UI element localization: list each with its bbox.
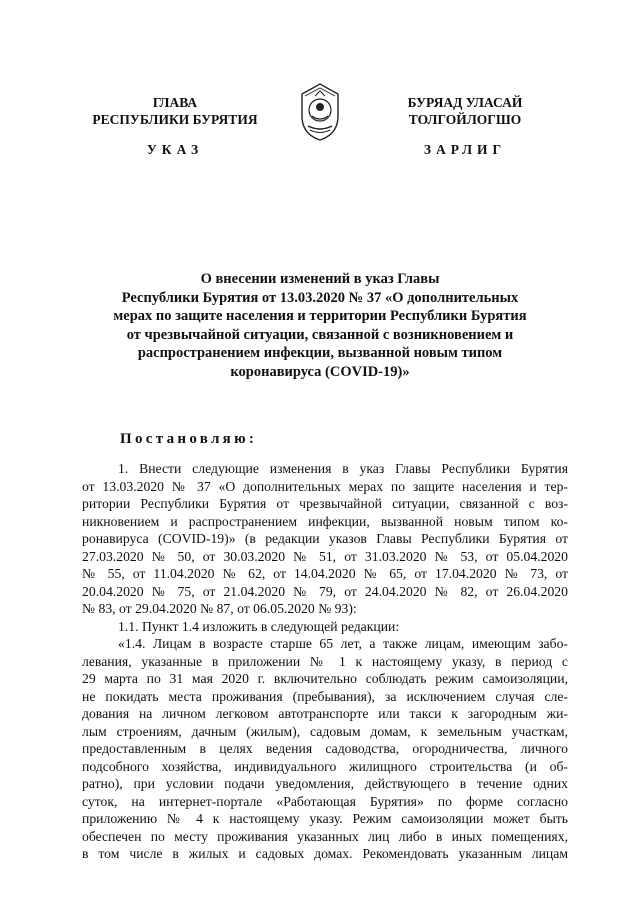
body-line: 1.1. Пункт 1.4 изложить в следующей редакции: [118,618,400,634]
body-line: № 55, от 11.04.2020 № 62, от 14.04.2020 № 65, от 17.04.2020 № 73, от [82,566,568,581]
document-body [82,460,568,863]
body-line: лым строениям, дачным (жилым), садовым домам, к земельным участкам, [82,723,568,739]
title-line: коронавируса (COVID-19)» [230,363,410,380]
header-right-line-1: БУРЯАД УЛАСАЙ [407,95,523,110]
body-line: никновением и распространением инфекции, вызванной новым типом ко- [82,513,568,529]
decree-heading: Постановляю: [120,431,258,447]
body-line: обеспечен по месту проживания указанных лиц либо в иных помещениях, [82,828,568,844]
body-line: ратно), при условии подачи уведомления, действующего в течение одних [82,776,568,791]
title-line: мерах по защите населения и территории Республики Бурятия [113,308,527,324]
body-line: дования на личном легковом автотранспорте или такси к загородным жи- [82,706,568,721]
body-line: в том числе в жилых и садовых домах. Рекомендовать указанным лицам [82,846,568,861]
header-left-line-1: ГЛАВА [152,95,198,110]
document-title [80,270,560,381]
body-line: от 13.03.2020 № 37 «О дополнительных мерах по защите населения и тер- [82,478,568,494]
body-line: ронавируса (COVID-19)» (в редакции указов Главы Республики Бурятия от [82,531,568,546]
emblem-icon [296,80,344,142]
header-left [70,94,280,128]
body-line: 20.04.2020 № 75, от 21.04.2020 № 79, от 24.04.2020 № 82, от 26.04.2020 [82,583,568,599]
header-right [360,94,570,128]
body-line: предоставленным в целях ведения садоводства, огородничества, личного [82,741,568,756]
title-line: Республики Бурятия от 13.03.2020 № 37 «О дополнительных [121,289,519,306]
body-line: ритории Республики Бурятия от чрезвычайной ситуации, связанной с воз- [82,496,568,511]
body-line: № 83, от 29.04.2020 № 87, от 06.05.2020 № 93): [82,601,357,616]
body-line: подсобного хозяйства, индивидуального жилищного строительства (и об- [82,758,568,774]
body-line: 29 марта по 31 мая 2020 г. включительно соблюдать режим самоизоляции, [82,671,568,686]
body-line: левания, указанные в приложении № 1 к настоящему указу, в период с [82,653,568,669]
body-line: 1. Внести следующие изменения в указ Главы Республики Бурятия [118,461,568,476]
body-line: не покидать места проживания (пребывания), за исключением случая сле- [82,688,568,704]
header-right-line-2: ТОЛГОЙЛОГШО [408,112,522,127]
doc-type-left: УКАЗ [146,142,204,157]
header-left-line-2: РЕСПУБЛИКИ БУРЯТИЯ [92,112,258,127]
body-line: приложению № 4 к настоящему указу. Режим самоизоляции может быть [82,811,568,826]
body-line: 27.03.2020 № 50, от 30.03.2020 № 51, от 31.03.2020 № 53, от 05.04.2020 [82,548,568,564]
body-line: суток, на интернет-портале «Работающая Бурятия» по форме согласно [82,793,568,809]
title-line: распространением инфекции, вызванной новым типом [137,345,503,361]
title-line: О внесении изменений в указ Главы [200,271,440,287]
title-line: от чрезвычайной ситуации, связанной с возникновением и [126,326,514,343]
doc-type-right: ЗАРЛИГ [423,142,507,157]
body-line: «1.4. Лицам в возрасте старше 65 лет, а также лицам, имеющим забо- [118,636,568,651]
